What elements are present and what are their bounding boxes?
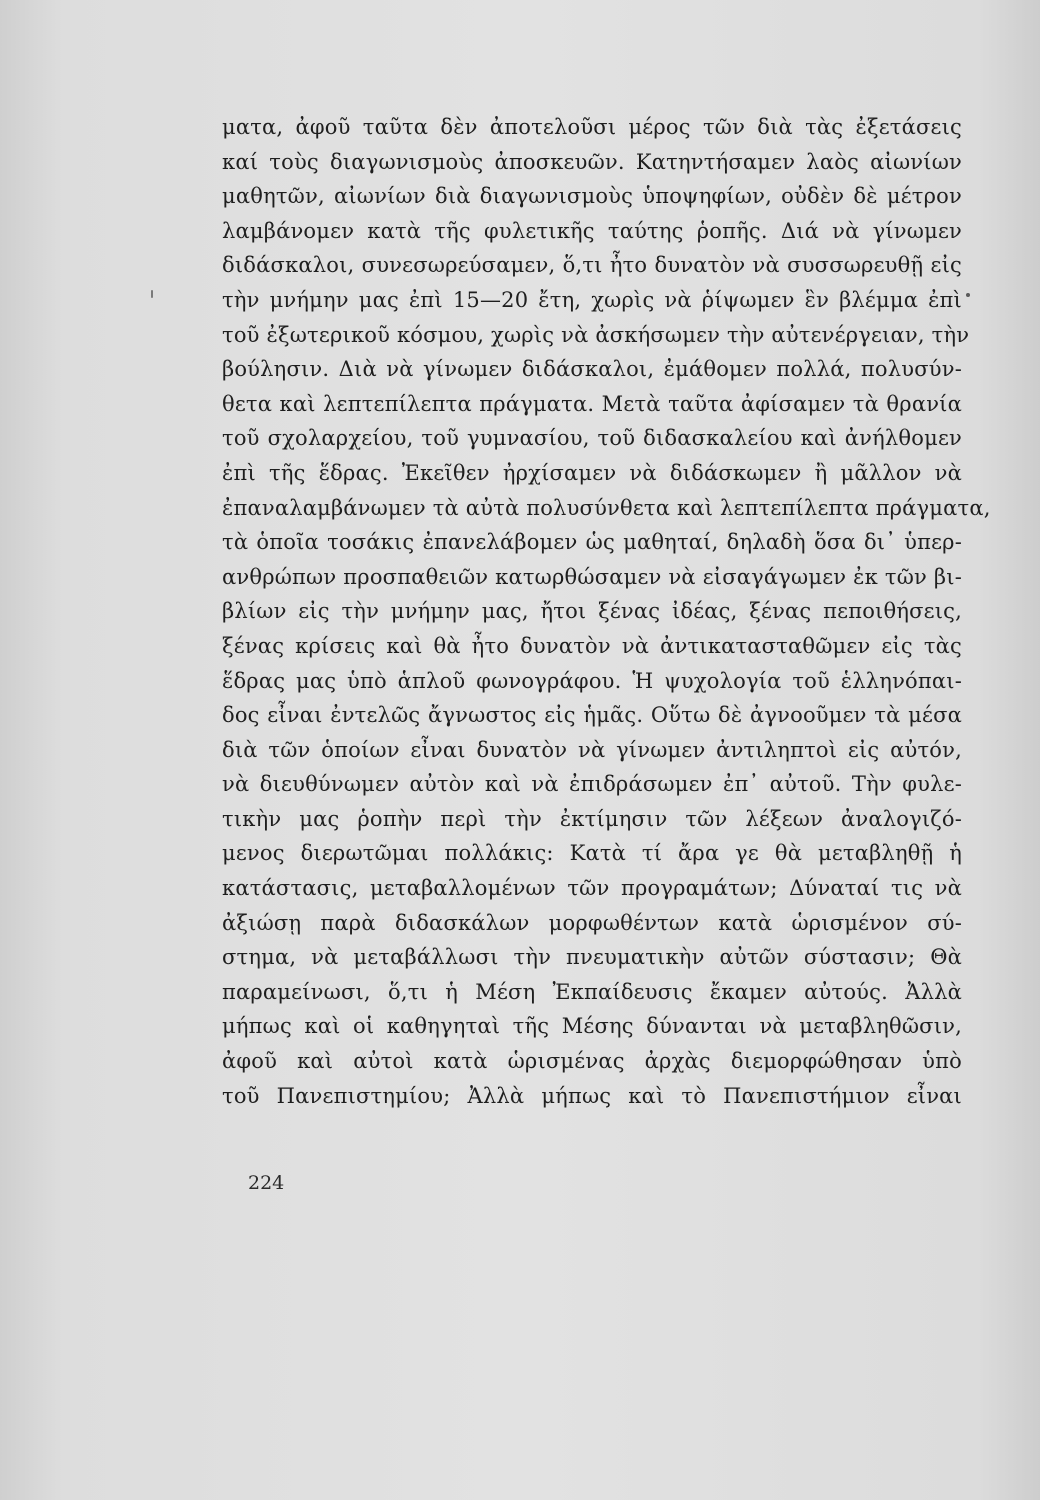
text-line: ἐπὶ τῆς ἕδρας. Ἐκεῖθεν ἠρχίσαμεν νὰ διδάσκωμεν ἢ μᾶλλον νὰ — [222, 460, 962, 485]
text-line: παραμείνωσι, ὅ,τι ἡ Μέση Ἐκπαίδευσις ἔκαμεν αὐτούς. Ἀλλὰ — [222, 979, 962, 1004]
text-line: ανθρώπων προσπαθειῶν κατωρθώσαμεν νὰ εἰσαγάγωμεν ἐκ τῶν βι- — [222, 564, 962, 589]
text-line: διὰ τῶν ὁποίων εἶναι δυνατὸν νὰ γίνωμεν ἀντιληπτοὶ εἰς αὐτόν, — [222, 737, 962, 762]
text-line: ξένας κρίσεις καὶ θὰ ἦτο δυνατὸν νὰ ἀντικατασταθῶμεν εἰς τὰς — [222, 633, 962, 658]
text-line: ἐπαναλαμβάνωμεν τὰ αὐτὰ πολυσύνθετα καὶ λεπτεπίλεπτα πράγματα, — [222, 495, 991, 520]
scan-speck — [151, 290, 153, 298]
text-line: τὰ ὁποῖα τοσάκις ἐπανελάβομεν ὡς μαθηταί, δηλαδὴ ὅσα δι᾽ ὑπερ- — [222, 530, 962, 555]
page-number: 224 — [248, 1172, 285, 1194]
text-line: τοῦ ἐξωτερικοῦ κόσμου, χωρὶς νὰ ἀσκήσωμεν τὴν αὐτενέργειαν, τὴν — [222, 322, 970, 347]
text-line: θετα καὶ λεπτεπίλεπτα πράγματα. Μετὰ ταῦτα ἀφίσαμεν τὰ θρανία — [222, 391, 962, 416]
scan-speck — [966, 293, 970, 297]
text-line: στημα, νὰ μεταβάλλωσι τὴν πνευματικὴν αὐτῶν σύστασιν; Θὰ — [222, 945, 962, 970]
text-line: τοῦ Πανεπιστημίου; Ἀλλὰ μήπως καὶ τὸ Πανεπιστήμιον εἶναι — [222, 1083, 962, 1108]
text-line: λαμβάνομεν κατὰ τῆς φυλετικῆς ταύτης ῥοπῆς. Διά νὰ γίνωμεν — [222, 218, 962, 243]
text-line: βούλησιν. Διὰ νὰ γίνωμεν διδάσκαλοι, ἐμάθομεν πολλά, πολυσύν- — [222, 357, 962, 382]
text-line: καί τοὺς διαγωνισμοὺς ἀποσκευῶν. Κατηντήσαμεν λαὸς αἰωνίων — [222, 149, 962, 174]
text-line: βλίων εἰς τὴν μνήμην μας, ἤτοι ξένας ἰδέας, ξένας πεποιθήσεις, — [222, 599, 962, 624]
text-line: δος εἶναι ἐντελῶς ἄγνωστος εἰς ἡμᾶς. Οὕτω δὲ ἀγνοοῦμεν τὰ μέσα — [222, 703, 962, 728]
text-line: ἕδρας μας ὑπὸ ἁπλοῦ φωνογράφου. Ἡ ψυχολογία τοῦ ἑλληνόπαι- — [222, 668, 962, 693]
text-line: τικὴν μας ῥοπὴν περὶ τὴν ἐκτίμησιν τῶν λέξεων ἀναλογιζό- — [222, 806, 962, 831]
text-line: διδάσκαλοι, συνεσωρεύσαμεν, ὅ,τι ἦτο δυνατὸν νὰ συσσωρευθῇ εἰς — [222, 253, 962, 278]
text-line: ἀξιώσῃ παρὰ διδασκάλων μορφωθέντων κατὰ ὡρισμένον σύ- — [222, 910, 962, 935]
text-line: τοῦ σχολαρχείου, τοῦ γυμνασίου, τοῦ διδασκαλείου καὶ ἀνήλθομεν — [222, 426, 962, 451]
text-line: κατάστασις, μεταβαλλομένων τῶν προγραμάτων; Δύναταί τις νὰ — [222, 876, 962, 901]
body-text — [222, 110, 991, 1113]
text-line: μήπως καὶ οἱ καθηγηταὶ τῆς Μέσης δύνανται νὰ μεταβληθῶσιν, — [222, 1014, 962, 1039]
text-line: μαθητῶν, αἰωνίων διὰ διαγωνισμοὺς ὑποψηφίων, οὐδὲν δὲ μέτρον — [222, 184, 962, 209]
text-line: ματα, ἀφοῦ ταῦτα δὲν ἀποτελοῦσι μέρος τῶν διὰ τὰς ἐξετάσεις — [222, 115, 962, 139]
text-line: μενος διερωτῶμαι πολλάκις: Κατὰ τί ἄρα γε θὰ μεταβληθῇ ἡ — [222, 841, 962, 866]
text-line: τὴν μνήμην μας ἐπὶ 15—20 ἔτη, χωρὶς νὰ ῥίψωμεν ἓν βλέμμα ἐπὶ — [222, 287, 962, 312]
text-line: νὰ διευθύνωμεν αὐτὸν καὶ νὰ ἐπιδράσωμεν ἐπ᾽ αὐτοῦ. Τὴν φυλε- — [222, 772, 962, 797]
text-line: ἀφοῦ καὶ αὐτοὶ κατὰ ὡρισμένας ἀρχὰς διεμορφώθησαν ὑπὸ — [222, 1049, 962, 1074]
